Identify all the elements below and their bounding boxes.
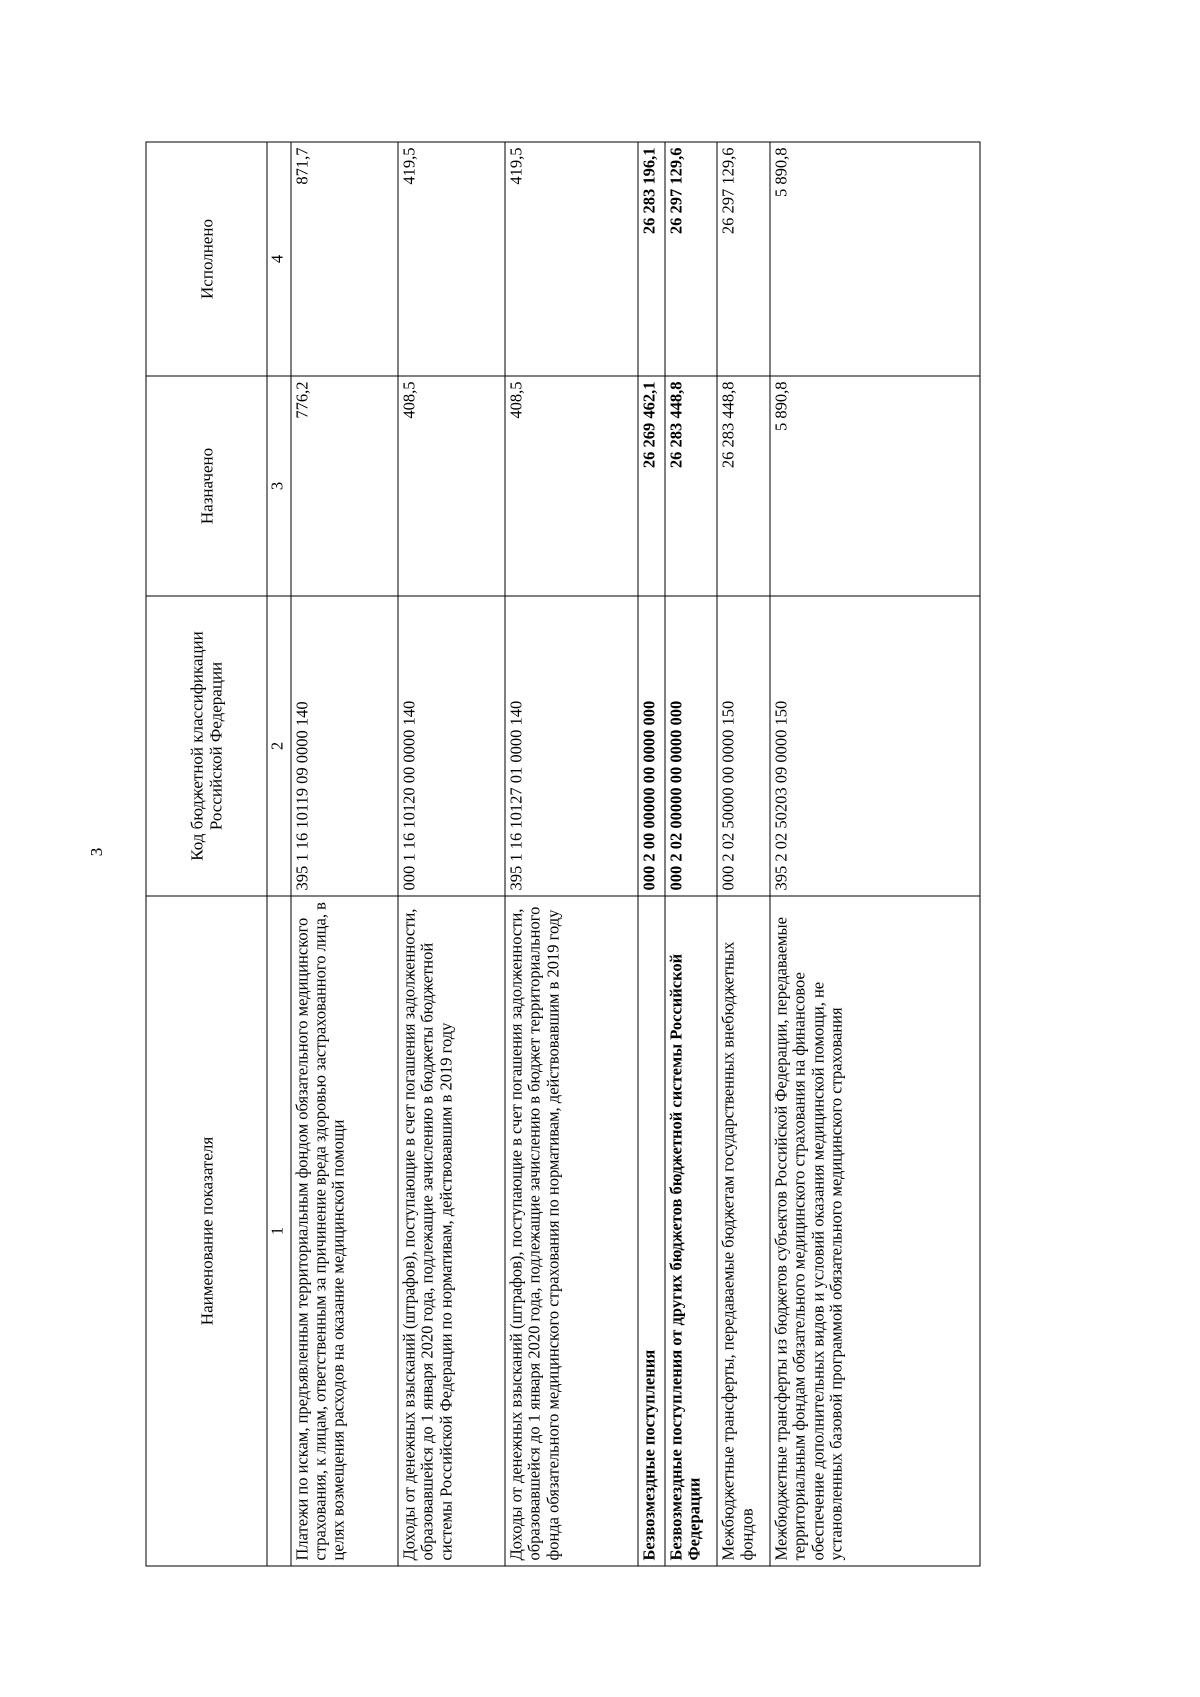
table-row (398, 142, 505, 1566)
row-executed: 419,5 (398, 142, 505, 376)
row-assigned: 5 890,8 (770, 376, 980, 596)
row-code: 395 2 02 50203 09 0000 150 (770, 596, 980, 896)
row-assigned: 26 283 448,8 (665, 376, 718, 596)
header-assigned: Назначено (146, 376, 267, 596)
row-name: Безвозмездные поступления от других бюджетов бюджетной системы Российской Федерации (665, 896, 718, 1566)
column-number: 1 (267, 896, 290, 1566)
row-executed: 871,7 (291, 142, 398, 376)
row-name: Межбюджетные трансферты из бюджетов субъектов Российской Федерации, передаваемые территориальным фондам обязательного медицинского страхования на финансовое обеспечение дополнительных видов и условий оказания медицинской помощи, не установленных базовой программой обязательного медицинского страхования (770, 896, 980, 1566)
table-header-row (146, 142, 267, 1566)
header-code: Код бюджетной классификации Российской Федерации (146, 596, 267, 896)
row-code: 395 1 16 10119 09 0000 140 (291, 596, 398, 896)
table-row (770, 142, 980, 1566)
column-number: 3 (267, 376, 290, 596)
header-name: Наименование показателя (146, 896, 267, 1566)
row-code: 000 2 00 00000 00 0000 000 (638, 596, 664, 896)
row-assigned: 26 269 462,1 (638, 376, 664, 596)
row-name: Безвозмездные поступления (638, 896, 664, 1566)
row-name: Доходы от денежных взысканий (штрафов), поступающие в счет погашения задолженности, образовавшейся до 1 января 2020 года, подлежащие зачислению в бюджет территориального фонда обязательного медицинского страхования по нормативам, действовавшим в 2019 году (505, 896, 638, 1566)
row-name: Платежи по искам, предъявленным территориальным фондом обязательного медицинского страхования, к лицам, ответственным за причинение вреда здоровью застрахованного лица, в целях возмещения расходов на оказание медицинской помощи (291, 896, 398, 1566)
row-assigned: 776,2 (291, 376, 398, 596)
row-name: Доходы от денежных взысканий (штрафов), поступающие в счет погашения задолженности, образовавшейся до 1 января 2020 года, подлежащие зачислению в бюджеты бюджетной системы Российской Федерации по нормативам, действовавшим в 2019 году (398, 896, 505, 1566)
table-row (717, 142, 770, 1566)
budget-table (146, 142, 981, 1567)
column-number-row (267, 142, 290, 1566)
row-assigned: 408,5 (505, 376, 638, 596)
row-assigned: 408,5 (398, 376, 505, 596)
row-code: 000 2 02 50000 00 0000 150 (717, 596, 770, 896)
table-row (505, 142, 638, 1566)
table-row-total (638, 142, 664, 1566)
column-number: 2 (267, 596, 290, 896)
row-executed: 419,5 (505, 142, 638, 376)
table-row (291, 142, 398, 1566)
row-executed: 5 890,8 (770, 142, 980, 376)
row-code: 395 1 16 10127 01 0000 140 (505, 596, 638, 896)
row-executed: 26 297 129,6 (717, 142, 770, 376)
row-name: Межбюджетные трансферты, передаваемые бюджетам государственных внебюджетных фондов (717, 896, 770, 1566)
row-assigned: 26 283 448,8 (717, 376, 770, 596)
column-number: 4 (267, 142, 290, 376)
row-executed: 26 283 196,1 (638, 142, 664, 376)
header-executed: Исполнено (146, 142, 267, 376)
table-row-subtotal (665, 142, 718, 1566)
page-number: 3 (87, 847, 106, 857)
row-code: 000 2 02 00000 00 0000 000 (665, 596, 718, 896)
row-executed: 26 297 129,6 (665, 142, 718, 376)
rotated-table-wrapper (146, 143, 981, 1567)
row-code: 000 1 16 10120 00 0000 140 (398, 596, 505, 896)
